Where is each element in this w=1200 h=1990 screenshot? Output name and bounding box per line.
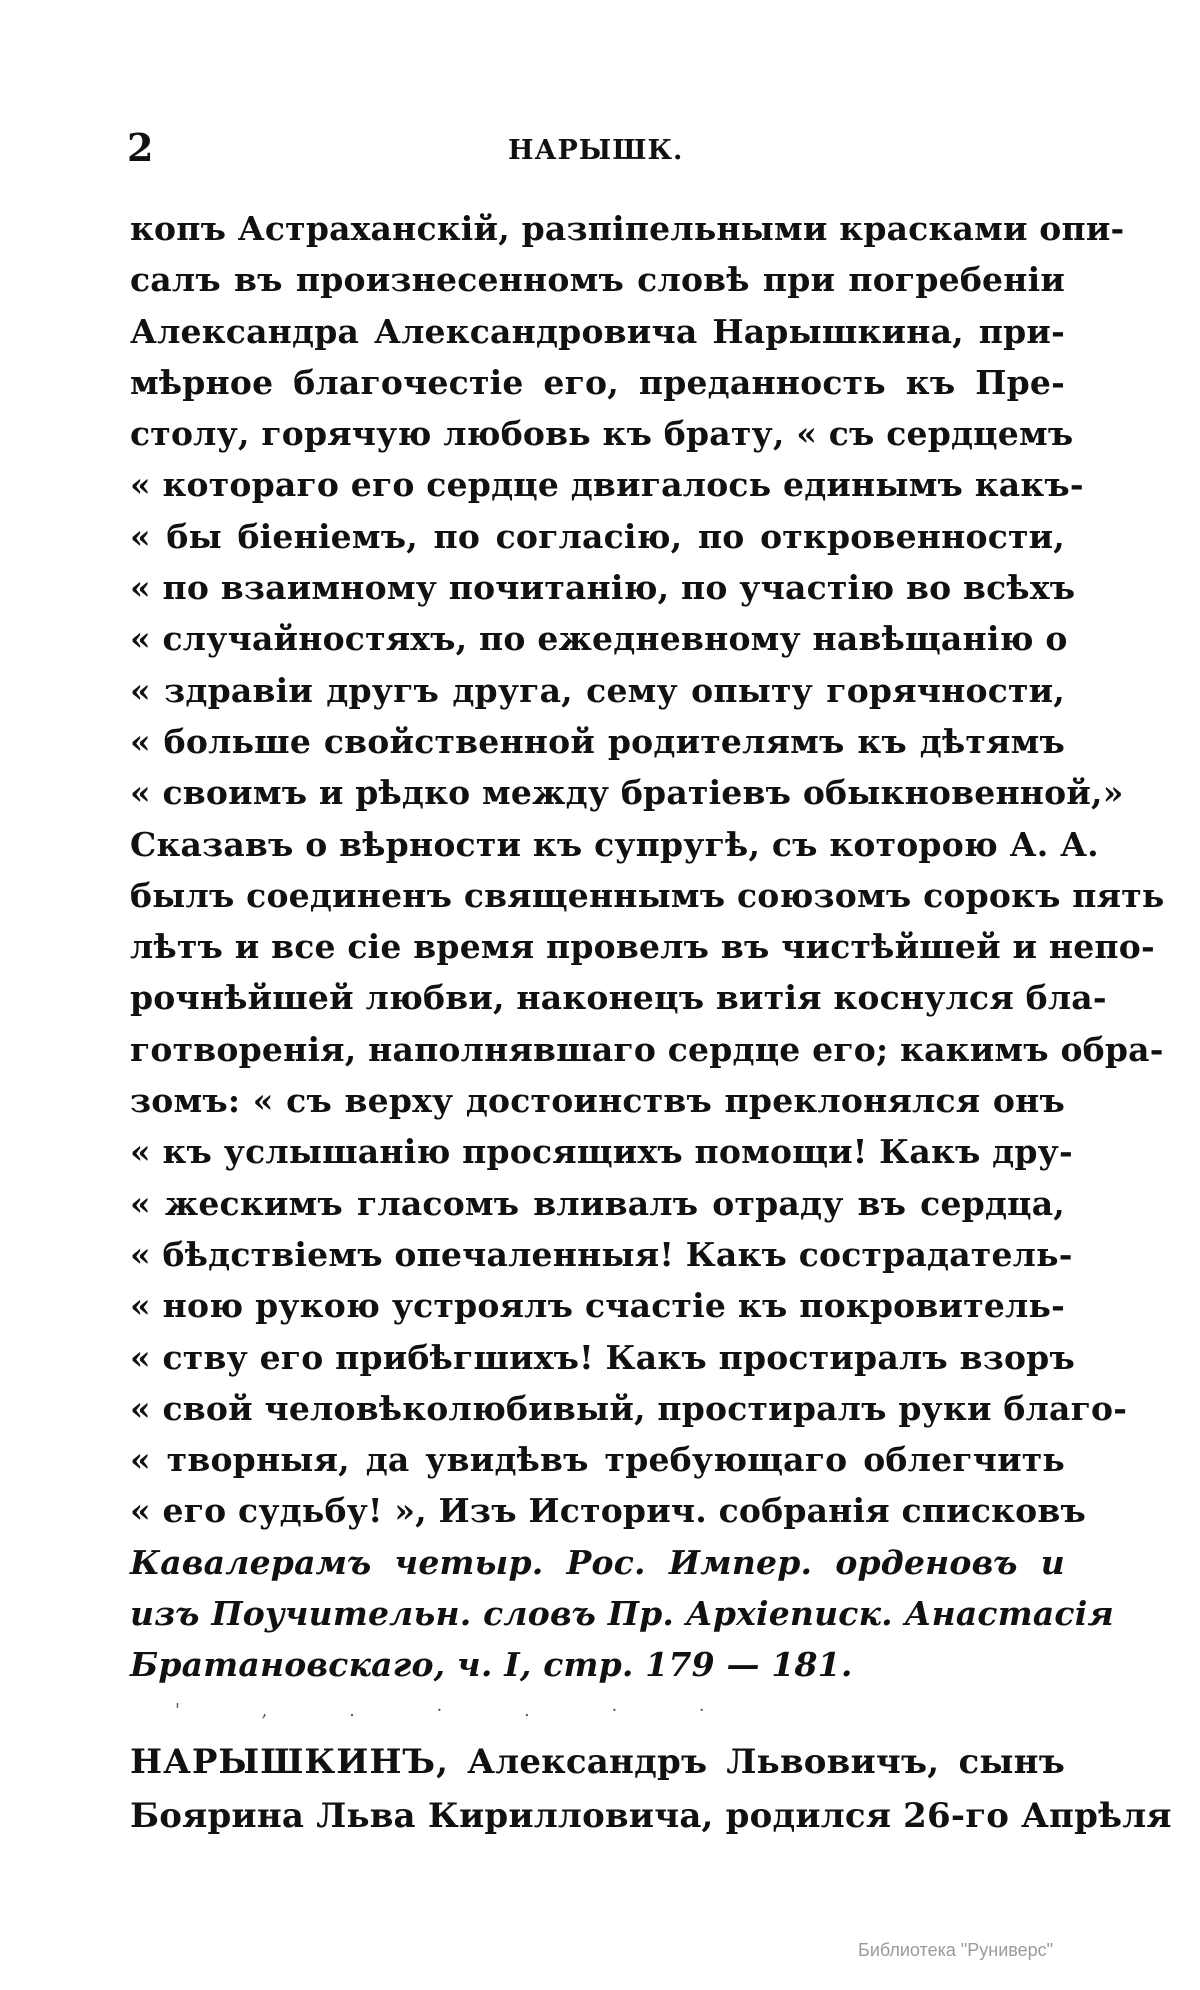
body-line-11: « больше свойственной родителямъ къ дѣтямъ — [130, 721, 1065, 761]
running-head: НАРЫШК. — [508, 135, 684, 166]
next-entry — [130, 1735, 1172, 1843]
body-line-27: Кавалерамъ четыр. Рос. Импер. орденовъ и — [130, 1542, 1065, 1582]
body-text — [130, 203, 1165, 1691]
body-line-6: « котораго его сердце двигалось единымъ какъ- — [130, 465, 1084, 505]
body-line-26: « его судьбу! », Изъ Историч. собранія списковъ — [130, 1491, 1087, 1531]
library-watermark: Библиотека "Руниверс" — [858, 1940, 1054, 1960]
body-line-8: « по взаимному почитанію, по участію во всѣхъ — [130, 568, 1076, 608]
body-line-17: готворенія, наполнявшаго сердце его; какимъ обра- — [130, 1029, 1164, 1069]
body-line-9: « случайностяхъ, по ежедневному навѣщанію о — [130, 619, 1068, 659]
entry-line-2: Боярина Льва Кирилловича, родился 26-го Апрѣля — [130, 1796, 1172, 1836]
body-line-22: « ною рукою устроялъ счастіе къ покровитель- — [130, 1286, 1065, 1326]
body-line-12: « своимъ и рѣдко между братіевъ обыкновенной,» — [130, 773, 1124, 813]
body-line-15: лѣтъ и все сіе время провелъ въ чистѣйшей и непо- — [130, 927, 1155, 967]
body-line-25: « творныя, да увидѣвъ требующаго облегчить — [130, 1440, 1065, 1480]
body-line-14: былъ соединенъ священнымъ союзомъ сорокъ пять — [130, 875, 1165, 915]
page-header — [0, 125, 1200, 170]
entry-line-1-rest: , Александръ Львовичъ, сынъ — [436, 1742, 1065, 1782]
body-line-4: мѣрное благочестіе его, преданность къ Пре- — [130, 362, 1065, 402]
body-line-23: « ству его прибѣгшихъ! Какъ простиралъ взоръ — [130, 1337, 1075, 1377]
body-line-2: салъ въ произнесенномъ словѣ при погребеніи — [130, 260, 1065, 300]
body-line-18: зомъ: « съ верху достоинствъ преклонялся онъ — [130, 1081, 1065, 1121]
body-line-19: « къ услышанію просящихъ помощи! Какъ дру- — [130, 1132, 1073, 1172]
body-line-7: « бы біеніемъ, по согласію, по откровенности, — [130, 516, 1065, 556]
body-line-20: « жескимъ гласомъ вливалъ отраду въ сердца, — [130, 1183, 1065, 1223]
body-line-21: « бѣдствіемъ опечаленныя! Какъ сострадатель- — [130, 1234, 1073, 1274]
entry-line-1 — [130, 1735, 1065, 1789]
entry-name: НАРЫШКИНЪ — [130, 1742, 437, 1782]
body-line-1: копъ Астраханскій, разпіпельными красками опи- — [130, 209, 1125, 248]
body-line-28: изъ Поучительн. словъ Пр. Архіеписк. Анастасія — [130, 1594, 1114, 1634]
body-line-16: рочнѣйшей любви, наконецъ витія коснулся бла- — [130, 978, 1107, 1018]
body-line-29: Братановскаго, ч. I, стр. 179 — 181. — [130, 1645, 853, 1685]
body-line-10: « здравіи другъ друга, сему опыту горячности, — [130, 670, 1065, 710]
body-line-3: Александра Александровича Нарышкина, при- — [130, 311, 1065, 351]
body-line-5: столу, горячую любовь къ брату, « съ сердцемъ — [130, 414, 1074, 454]
section-separator: ' , . · . · · — [175, 1700, 743, 1721]
body-line-24: « свой человѣколюбивый, простиралъ руки благо- — [130, 1388, 1128, 1428]
body-line-13: Сказавъ о вѣрности къ супругѣ, съ которою А. А. — [130, 824, 1099, 864]
page-number: 2 — [127, 125, 154, 170]
